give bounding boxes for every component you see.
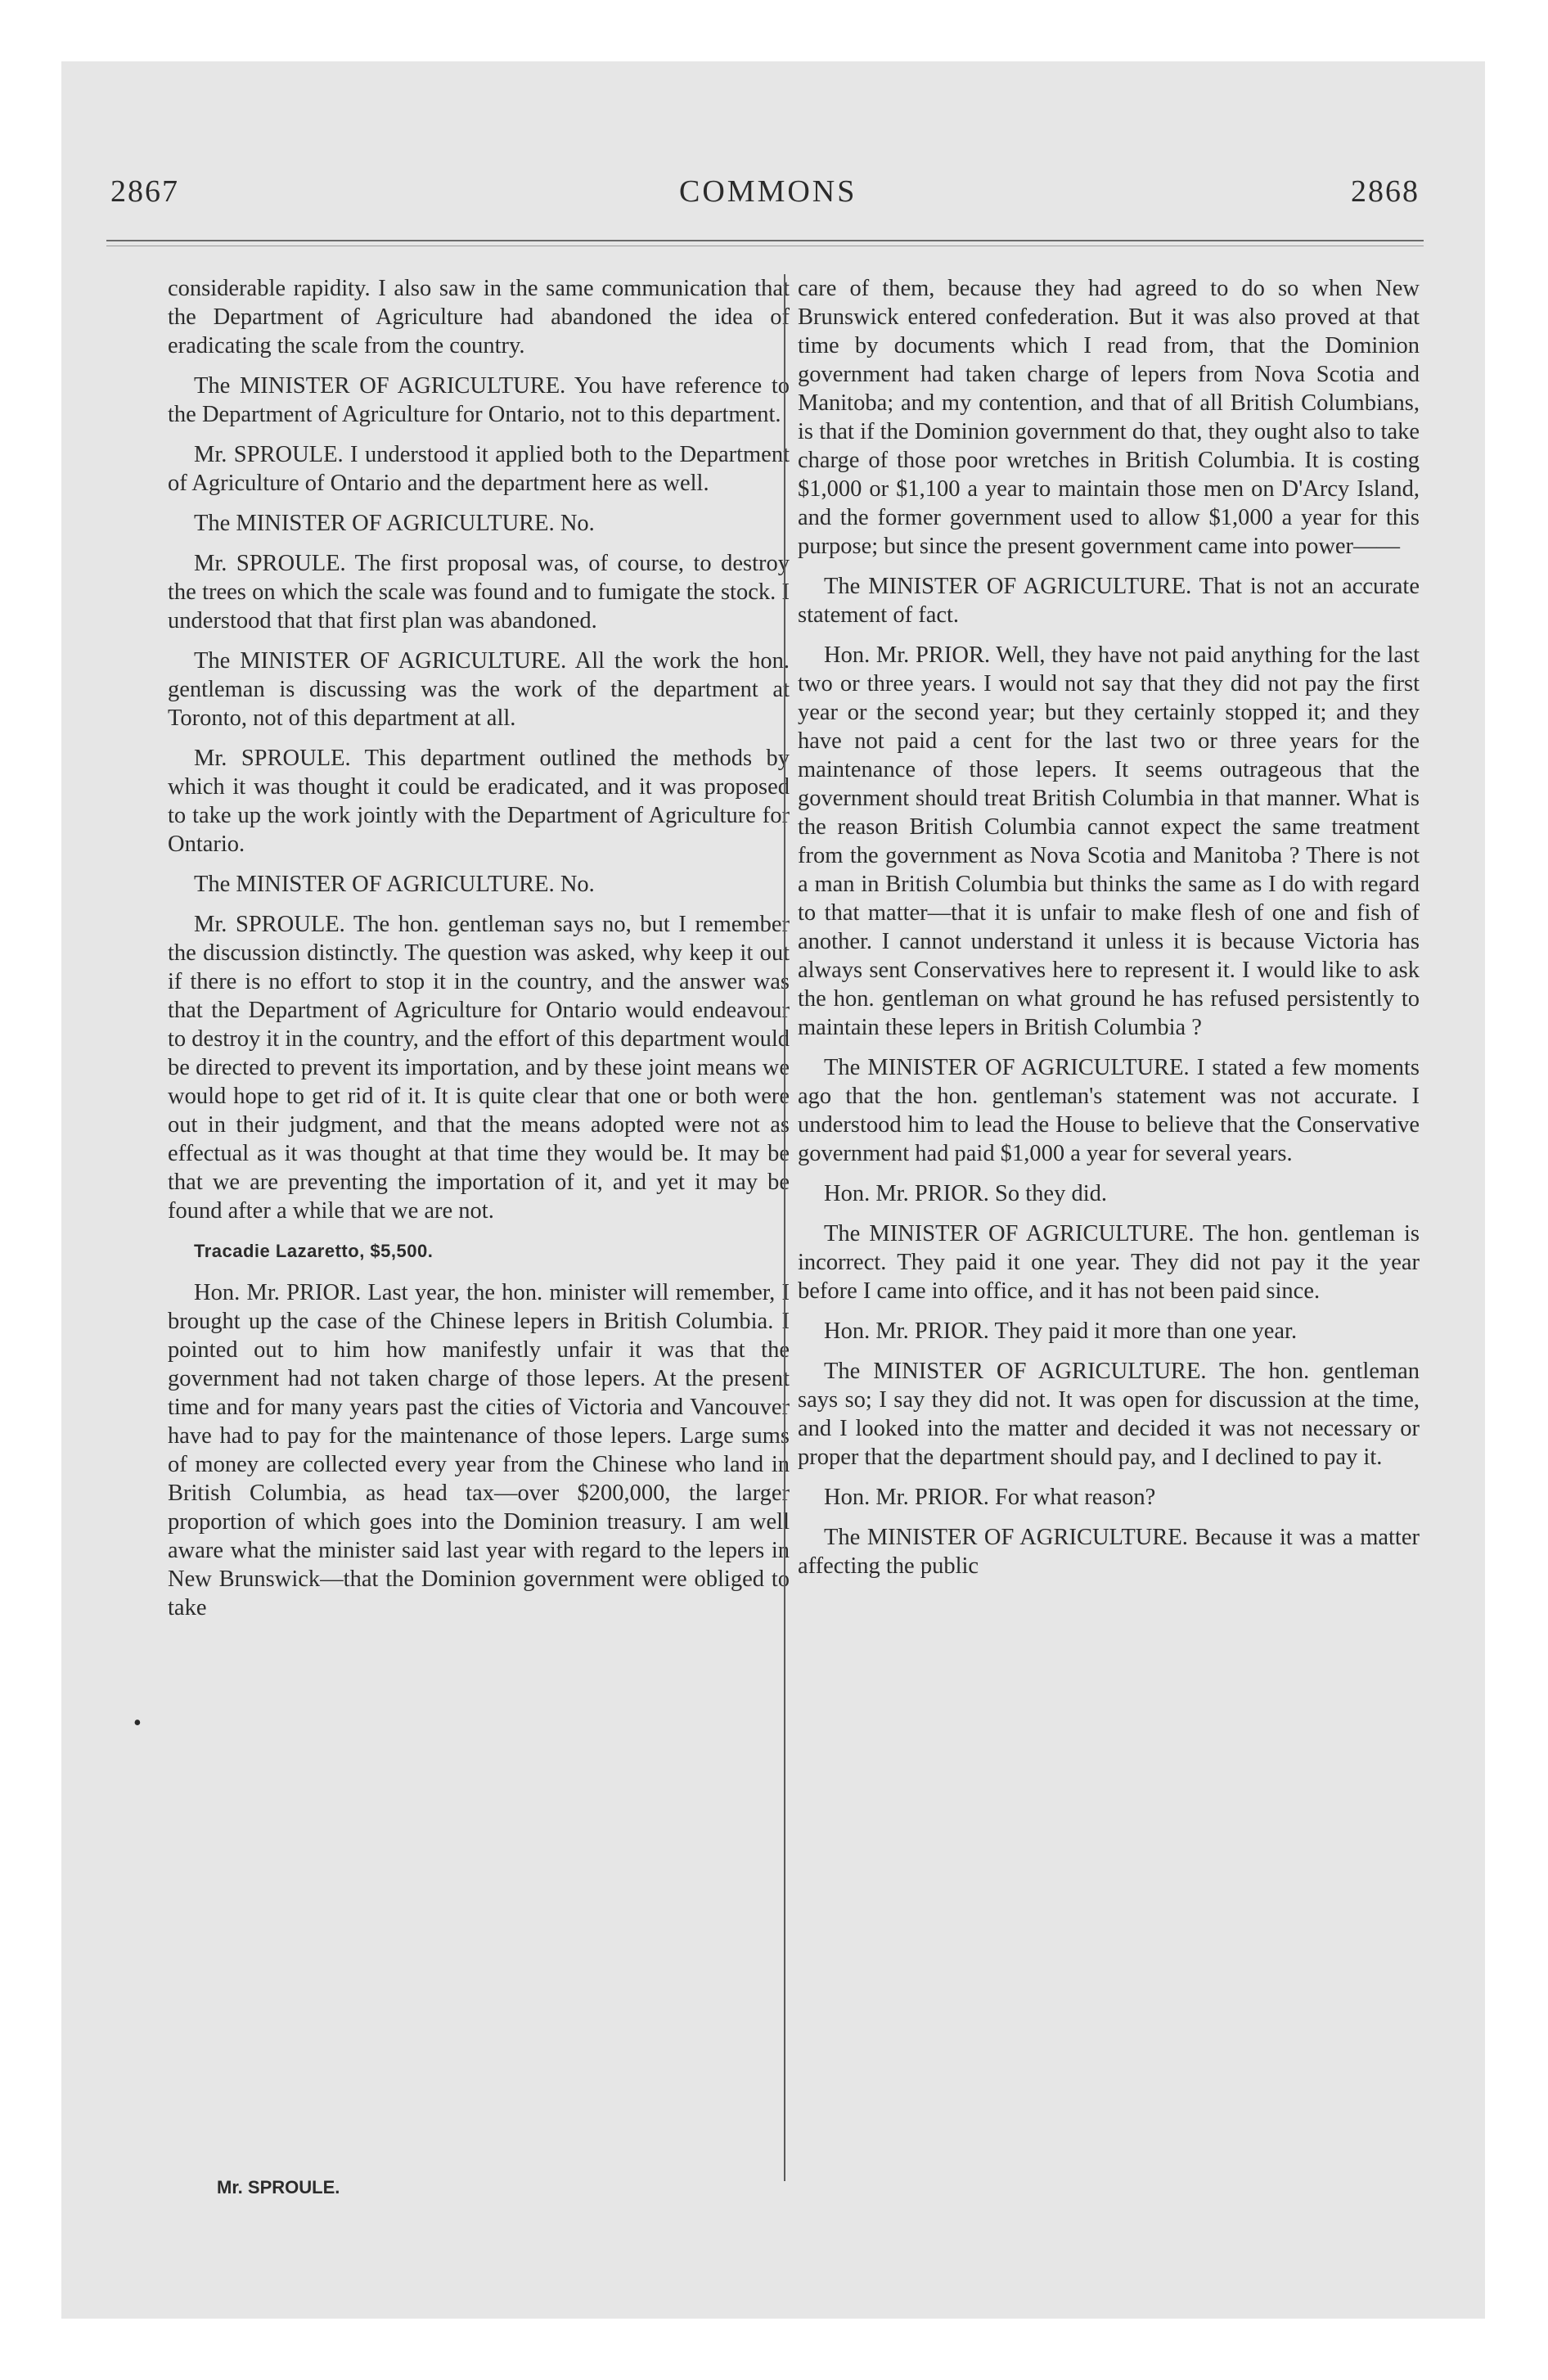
left-column: [168, 274, 790, 1634]
left-paragraph-4: The MINISTER OF AGRICULTURE. No.: [194, 511, 595, 536]
page-number-right: 2868: [1351, 174, 1420, 209]
page-header: [110, 115, 1420, 209]
column-divider: [784, 274, 785, 2181]
right-paragraph-9: Hon. Mr. PRIOR. For what reason?: [824, 1485, 1156, 1510]
left-paragraph-1: considerable rapidity. I also saw in the same communication that the Department of Agriculture had abandoned the idea of eradicating the scale from the country.: [168, 276, 790, 358]
right-column: [798, 274, 1420, 1592]
right-paragraph-6: The MINISTER OF AGRICULTURE. The hon. gentleman is incorrect. They paid it one year. They did not pay it the year before I came into office, and it has not been paid since.: [798, 1221, 1420, 1304]
left-paragraph-3: Mr. SPROULE. I understood it applied both to the Department of Agriculture of Ontario and the department here as well.: [168, 442, 790, 496]
margin-bullet-mark: •: [133, 1711, 142, 1736]
left-paragraph-5: Mr. SPROULE. The first proposal was, of course, to destroy the trees on which the scale was found and to fumigate the stock. I understood that that first plan was abandoned.: [168, 551, 790, 633]
right-paragraph-2: The MINISTER OF AGRICULTURE. That is not an accurate statement of fact.: [798, 574, 1420, 628]
left-paragraph-10: Hon. Mr. PRIOR. Last year, the hon. minister will remember, I brought up the case of the Chinese lepers in British Columbia. I pointed out to him how manifestly unfair it was that the government had not taken charge of those lepers. At the present time and for many years past the cities of Victoria and Vancouver have had to pay for the maintenance of those lepers. Large sums of money are collected every year from the Chinese who land in British Columbia, as head tax—over $200,000, the larger proportion of which goes into the Dominion treasury. I am well aware what the minister said last year with regard to the lepers in New Brunswick—that the Dominion government were obliged to take: [168, 1280, 790, 1620]
section-subheading: Tracadie Lazaretto, $5,500.: [194, 1241, 434, 1261]
header-rule: [106, 240, 1424, 241]
left-paragraph-7: Mr. SPROULE. This department outlined the methods by which it was thought it could be eradicated, and it was proposed to take up the work jointly with the Department of Agriculture for Ontario.: [168, 746, 790, 857]
left-paragraph-9: Mr. SPROULE. The hon. gentleman says no, but I remember the discussion distinctly. The question was asked, why keep it out if there is no effort to stop it in the country, and the answer was that the Department of Agriculture for Ontario would endeavour to destroy it in the country, and the effort of this department would be directed to prevent its importation, and by these joint means we would hope to get rid of it. It is quite clear that one or both were out in their judgment, and that the means adopted were not as effectual as it was thought at that time they would be. It may be that we are preventing the importation of it, and yet it may be found after a while that we are not.: [168, 912, 790, 1224]
right-paragraph-10: The MINISTER OF AGRICULTURE. Because it was a matter affecting the public: [798, 1525, 1420, 1579]
right-paragraph-3: Hon. Mr. PRIOR. Well, they have not paid anything for the last two or three years. I would not say that they did not pay the first year or the second year; but they certainly stopped it; and they have not paid a cent for the last two or three years for the maintenance of those lepers. It seems outrageous that the government should treat British Columbia in that manner. What is the reason British Columbia cannot expect the same treatment from the government as Nova Scotia and Manitoba ? There is not a man in British Columbia but thinks the same as I do with regard to that matter—that it is unfair to make flesh of one and fish of another. I cannot understand it unless it is because Victoria has always sent Conservatives here to represent it. I would like to ask the hon. gentleman on what ground he has refused persistently to maintain these lepers in British Columbia ?: [798, 642, 1420, 1040]
left-paragraph-6: The MINISTER OF AGRICULTURE. All the work the hon. gentleman is discussing was the work of the department at Toronto, not of this department at all.: [168, 648, 790, 731]
right-paragraph-8: The MINISTER OF AGRICULTURE. The hon. gentleman says so; I say they did not. It was open for discussion at the time, and I looked into the matter and decided it was not necessary or proper that the department should pay, and I declined to pay it.: [798, 1359, 1420, 1470]
right-paragraph-4: The MINISTER OF AGRICULTURE. I stated a few moments ago that the hon. gentleman's statement was not accurate. I understood him to lead the House to believe that the Conservative government had paid $1,000 a year for several years.: [798, 1055, 1420, 1166]
page-number-left: 2867: [110, 174, 179, 209]
right-paragraph-1: care of them, because they had agreed to do so when New Brunswick entered confederation. But it was also proved at that time by documents which I read from, that the Dominion government had taken charge of lepers from Nova Scotia and Manitoba; and my contention, and that of all British Columbians, is that if the Dominion government do that, they ought also to take charge of those poor wretches in British Columbia. It is costing $1,000 or $1,100 a year to maintain those men on D'Arcy Island, and the former government used to allow $1,000 a year for this purpose; but since the present government came into power——: [798, 276, 1420, 559]
left-paragraph-2: The MINISTER OF AGRICULTURE. You have reference to the Department of Agriculture for Ontario, not to this department.: [168, 373, 790, 427]
right-paragraph-7: Hon. Mr. PRIOR. They paid it more than one year.: [824, 1318, 1298, 1344]
left-paragraph-8: The MINISTER OF AGRICULTURE. No.: [194, 872, 595, 897]
page-title: COMMONS: [679, 174, 857, 209]
right-paragraph-5: Hon. Mr. PRIOR. So they did.: [824, 1181, 1107, 1206]
page-footer-signature: Mr. SPROULE.: [217, 2177, 340, 2197]
